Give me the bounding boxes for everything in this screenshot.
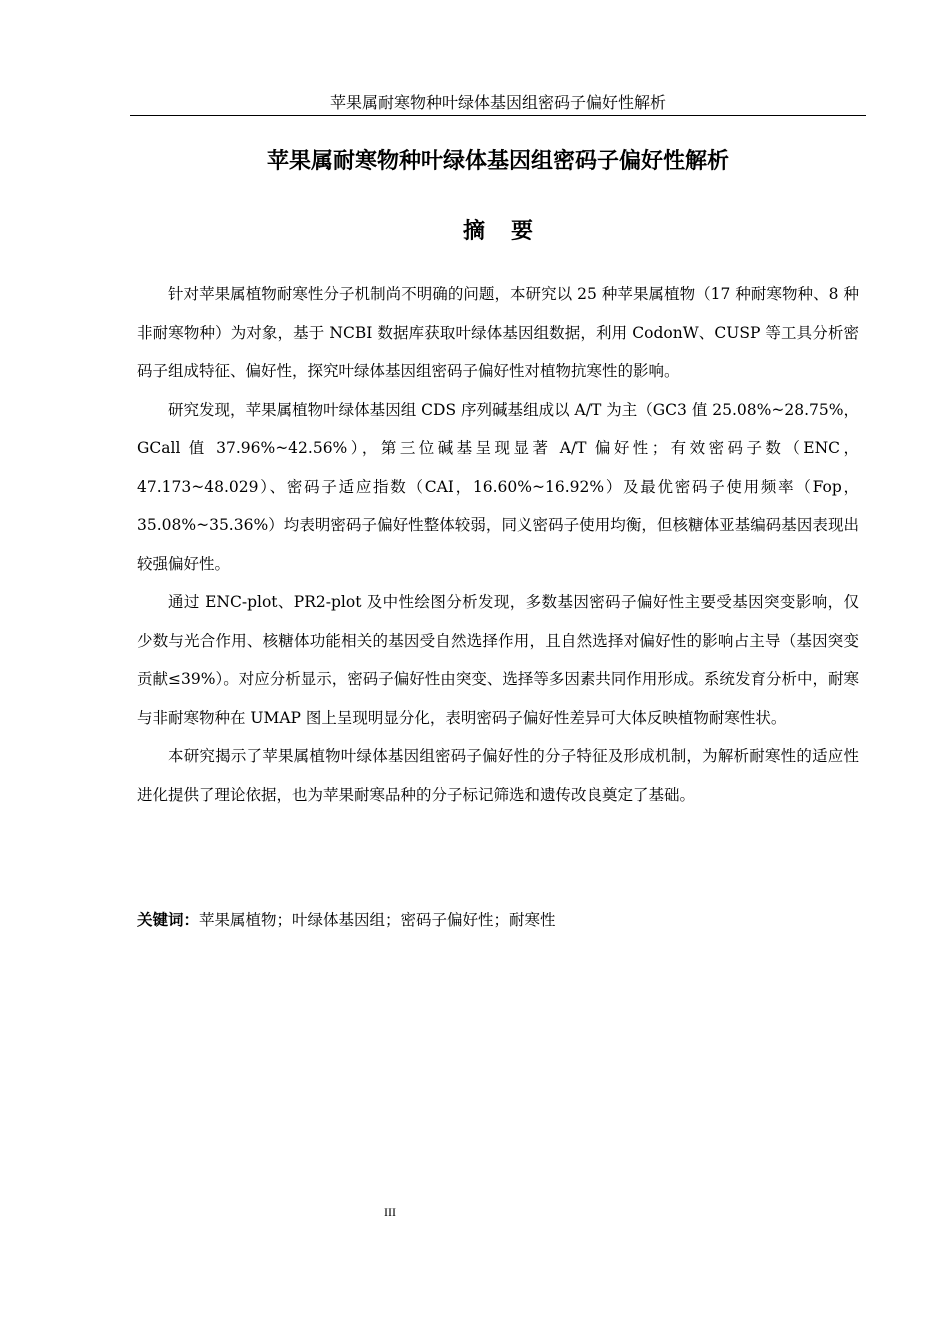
running-header: 苹果属耐寒物种叶绿体基因组密码子偏好性解析 xyxy=(329,93,666,112)
header-rule xyxy=(130,115,866,116)
page-number: III xyxy=(384,1205,396,1219)
document-title: 苹果属耐寒物种叶绿体基因组密码子偏好性解析 xyxy=(266,149,729,174)
abstract-paragraph-2: 研究发现，苹果属植物叶绿体基因组 CDS 序列碱基组成以 A/T 为主（GC3 值 25.08%~28.75%，GCall 值 37.96%~42.56%），第三位碱基呈现显著 A/T 偏好性；有效密码子数（ENC，47.173~48.029）、密码子适应指数（CAI，16.60%~16.92%）及最优密码子使用频率（Fop，35.08%~35.36%）均表明密码子偏好性整体较弱，同义密码子使用均衡，但核糖体亚基编码基因表现出较强偏好性。 xyxy=(137,400,859,573)
keywords-text: 苹果属植物；叶绿体基因组；密码子偏好性；耐寒性 xyxy=(199,911,556,929)
abstract-paragraph-3: 通过 ENC-plot、PR2-plot 及中性绘图分析发现，多数基因密码子偏好性主要受基因突变影响，仅少数与光合作用、核糖体功能相关的基因受自然选择作用，且自然选择对偏好性的影响占主导（基因突变贡献≤39%）。对应分析显示，密码子偏好性由突变、选择等多因素共同作用形成。系统发育分析中，耐寒与非耐寒物种在 UMAP 图上呈现明显分化，表明密码子偏好性差异可大体反映植物耐寒性状。 xyxy=(137,593,859,727)
abstract-paragraph-4: 本研究揭示了苹果属植物叶绿体基因组密码子偏好性的分子特征及形成机制，为解析耐寒性的适应性进化提供了理论依据，也为苹果耐寒品种的分子标记筛选和遗传改良奠定了基础。 xyxy=(137,747,859,804)
keywords-line xyxy=(137,901,859,939)
abstract-paragraph-1: 针对苹果属植物耐寒性分子机制尚不明确的问题，本研究以 25 种苹果属植物（17 种耐寒物种、8 种非耐寒物种）为对象，基于 NCBI 数据库获取叶绿体基因组数据，利用 CodonW、CUSP 等工具分析密码子组成特征、偏好性，探究叶绿体基因组密码子偏好性对植物抗寒性的影响。 xyxy=(137,285,859,380)
abstract-body xyxy=(137,275,859,814)
keywords-label: 关键词： xyxy=(137,911,200,929)
abstract-heading: 摘要 xyxy=(462,219,559,244)
